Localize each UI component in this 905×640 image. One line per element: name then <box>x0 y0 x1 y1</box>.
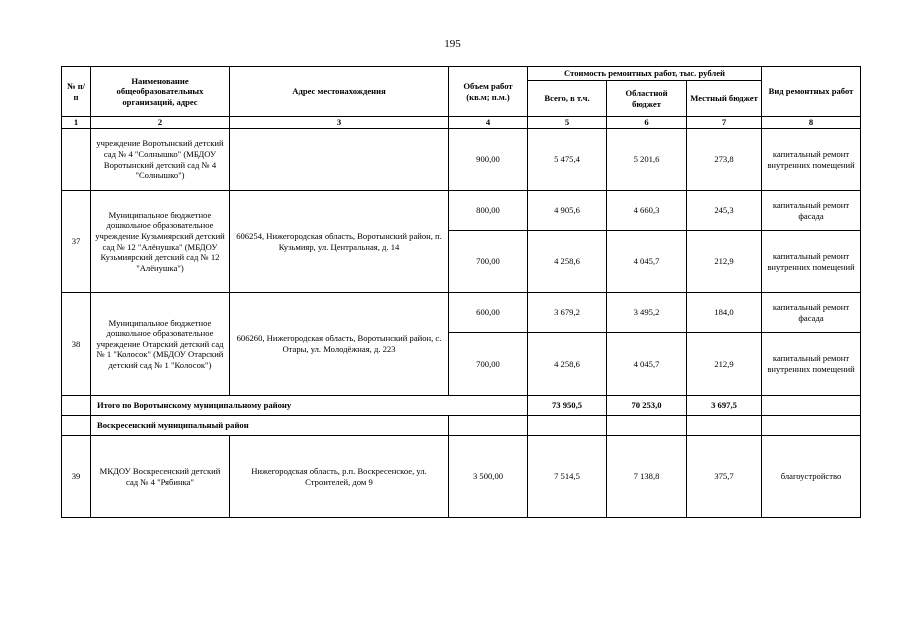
cost-regional: 5 201,6 <box>607 129 687 191</box>
row-num: 39 <box>62 436 91 518</box>
header-regional: Областной бюджет <box>607 81 687 117</box>
index-cell: 2 <box>91 117 230 129</box>
work-volume: 3 500,00 <box>449 436 528 518</box>
org-address: 606254, Нижегородская область, Воротынский район, п. Кузьмияр, ул. Центральная, д. 14 <box>230 191 449 293</box>
cost-regional: 7 138,8 <box>607 436 687 518</box>
repair-type: капитальный ремонт внутренних помещений <box>762 129 861 191</box>
index-cell: 6 <box>607 117 687 129</box>
header-repair-type: Вид ремонтных работ <box>762 67 861 117</box>
header-address: Адрес местонахождения <box>230 67 449 117</box>
org-name: МКДОУ Воскресенский детский сад № 4 "Рябинка" <box>91 436 230 518</box>
cost-regional: 4 660,3 <box>607 191 687 231</box>
cost-regional: 3 495,2 <box>607 293 687 333</box>
header-total: Всего, в т.ч. <box>528 81 607 117</box>
cost-local: 184,0 <box>687 293 762 333</box>
repair-type: капитальный ремонт внутренних помещений <box>762 231 861 293</box>
cost-total: 3 679,2 <box>528 293 607 333</box>
cost-local: 212,9 <box>687 333 762 396</box>
work-volume: 700,00 <box>449 231 528 293</box>
cost-local: 212,9 <box>687 231 762 293</box>
district-row <box>62 416 861 436</box>
org-name: Муниципальное бюджетное дошкольное образовательное учреждение Кузьмиярский детский сад № 12 "Алёнушка" (МБДОУ Кузьмиярский детский сад № 12 "Алёнушка") <box>91 191 230 293</box>
header-num: № п/п <box>62 67 91 117</box>
page-number: 195 <box>444 38 461 50</box>
table-row <box>62 191 861 231</box>
cost-total: 4 905,6 <box>528 191 607 231</box>
row-num: 38 <box>62 293 91 396</box>
table-row <box>62 293 861 333</box>
cost-regional: 70 253,0 <box>607 396 687 416</box>
cost-total: 4 258,6 <box>528 231 607 293</box>
index-cell: 7 <box>687 117 762 129</box>
repair-type <box>762 396 861 416</box>
cost-local: 3 697,5 <box>687 396 762 416</box>
work-volume: 800,00 <box>449 191 528 231</box>
district-label: Воскресенский муниципальный район <box>91 416 449 436</box>
table-row <box>62 129 861 191</box>
index-cell: 4 <box>449 117 528 129</box>
cost-regional: 4 045,7 <box>607 333 687 396</box>
repair-costs-table <box>61 66 861 518</box>
subtotal-row <box>62 396 861 416</box>
row-num: 37 <box>62 191 91 293</box>
index-cell: 5 <box>528 117 607 129</box>
header-local: Местный бюджет <box>687 81 762 117</box>
org-address: Нижегородская область, р.п. Воскресенское, ул. Строителей, дом 9 <box>230 436 449 518</box>
repair-type: капитальный ремонт фасада <box>762 293 861 333</box>
index-cell: 3 <box>230 117 449 129</box>
header-volume: Объем работ (кв.м; п.м.) <box>449 67 528 117</box>
org-address: 606260, Нижегородская область, Воротынский район, с. Отары, ул. Молодёжная, д. 223 <box>230 293 449 396</box>
cost-local: 375,7 <box>687 436 762 518</box>
cost-total: 73 950,5 <box>528 396 607 416</box>
index-cell: 1 <box>62 117 91 129</box>
header-name: Наименование общеобразовательных организаций, адрес <box>91 67 230 117</box>
repair-type: капитальный ремонт внутренних помещений <box>762 333 861 396</box>
subtotal-label: Итого по Воротынскому муниципальному району <box>91 396 528 416</box>
work-volume: 900,00 <box>449 129 528 191</box>
table-row <box>62 436 861 518</box>
repair-type: капитальный ремонт фасада <box>762 191 861 231</box>
repair-type: благоустройство <box>762 436 861 518</box>
cost-total: 4 258,6 <box>528 333 607 396</box>
index-cell: 8 <box>762 117 861 129</box>
work-volume: 600,00 <box>449 293 528 333</box>
work-volume: 700,00 <box>449 333 528 396</box>
cost-total: 7 514,5 <box>528 436 607 518</box>
row-num <box>62 129 91 191</box>
row-num <box>62 416 91 436</box>
org-name: Муниципальное бюджетное дошкольное образовательное учреждение Отарский детский сад № 1 "Колосок" (МБДОУ Отарский детский сад № 1 "Колосок") <box>91 293 230 396</box>
cost-regional: 4 045,7 <box>607 231 687 293</box>
cost-local: 273,8 <box>687 129 762 191</box>
org-address <box>230 129 449 191</box>
row-num <box>62 396 91 416</box>
org-name: учреждение Воротынский детский сад № 4 "Солнышко" (МБДОУ Воротынский детский сад № 4 "Солнышко") <box>91 129 230 191</box>
cost-total: 5 475,4 <box>528 129 607 191</box>
header-cost-group: Стоимость ремонтных работ, тыс. рублей <box>528 67 762 81</box>
cost-local: 245,3 <box>687 191 762 231</box>
